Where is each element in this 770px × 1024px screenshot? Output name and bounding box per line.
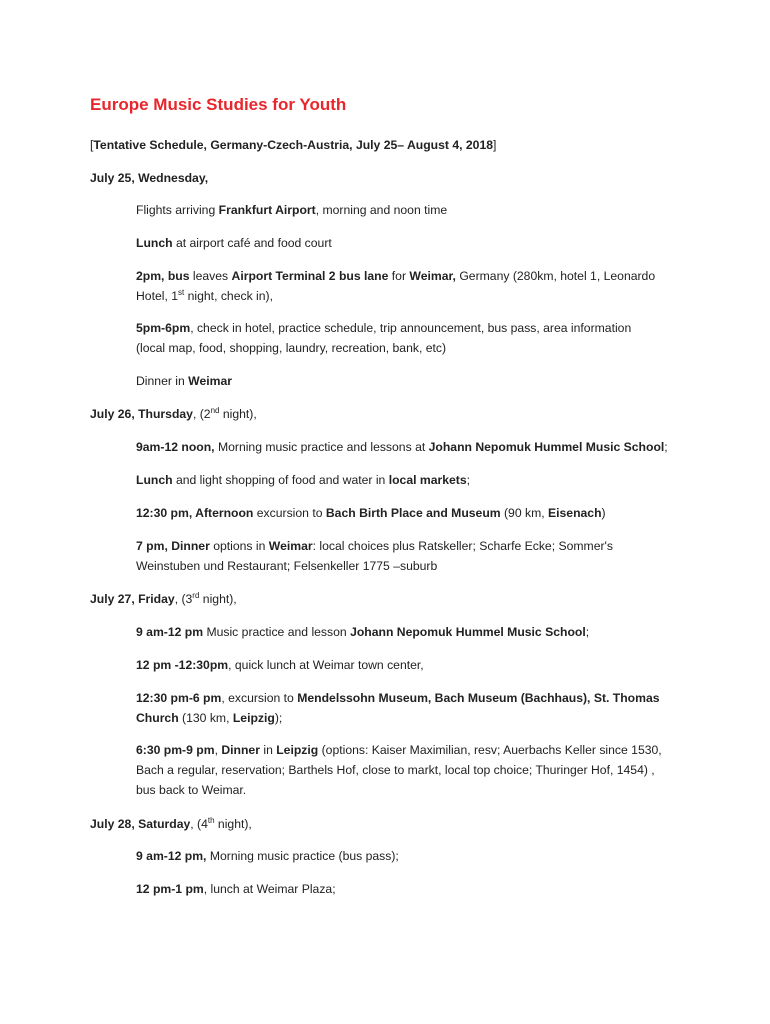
schedule-item: Flights arriving Frankfurt Airport, morning and noon time bbox=[136, 203, 448, 217]
day-heading: July 28, Saturday, (4th night), bbox=[90, 816, 252, 831]
schedule-item: 9 am-12 pm Music practice and lesson Johann Nepomuk Hummel Music School; bbox=[136, 625, 590, 639]
schedule-item: Dinner in Weimar bbox=[136, 374, 232, 388]
schedule-item: 6:30 pm-9 pm, Dinner in Leipzig (options: Kaiser Maximilian, resv; Auerbachs Keller since 1530, bbox=[136, 743, 662, 757]
schedule-item: Lunch at airport café and food court bbox=[136, 236, 332, 250]
schedule-item: 12 pm -12:30pm, quick lunch at Weimar town center, bbox=[136, 658, 424, 672]
schedule-item: 9 am-12 pm, Morning music practice (bus pass); bbox=[136, 849, 399, 863]
day-heading: July 27, Friday, (3rd night), bbox=[90, 591, 237, 606]
schedule-item: 9am-12 noon, Morning music practice and lessons at Johann Nepomuk Hummel Music School; bbox=[136, 440, 668, 454]
schedule-item: 7 pm, Dinner options in Weimar: local choices plus Ratskeller; Scharfe Ecke; Sommer's bbox=[136, 539, 613, 553]
schedule-item-continuation: Bach a regular, reservation; Barthels Hof, close to markt, local top choice; Thuringer Hof, 1454) , bbox=[136, 763, 655, 777]
schedule-item: Lunch and light shopping of food and water in local markets; bbox=[136, 473, 471, 487]
schedule-item-continuation: Church (130 km, Leipzig); bbox=[136, 711, 283, 725]
schedule-item: 12:30 pm, Afternoon excursion to Bach Birth Place and Museum (90 km, Eisenach) bbox=[136, 506, 606, 520]
schedule-item-continuation: Weinstuben und Restaurant; Felsenkeller 1775 –suburb bbox=[136, 559, 438, 573]
schedule-item-continuation: Hotel, 1st night, check in), bbox=[136, 288, 273, 303]
document-title: Europe Music Studies for Youth bbox=[90, 95, 347, 114]
schedule-item-continuation: bus back to Weimar. bbox=[136, 783, 247, 797]
schedule-item: 12:30 pm-6 pm, excursion to Mendelssohn Museum, Bach Museum (Bachhaus), St. Thomas bbox=[136, 691, 660, 705]
day-heading: July 25, Wednesday, bbox=[90, 171, 209, 185]
document-subtitle: [Tentative Schedule, Germany-Czech-Austria, July 25– August 4, 2018] bbox=[90, 138, 497, 152]
day-heading: July 26, Thursday, (2nd night), bbox=[90, 406, 257, 421]
schedule-item: 12 pm-1 pm, lunch at Weimar Plaza; bbox=[136, 882, 336, 896]
schedule-item-continuation: (local map, food, shopping, laundry, recreation, bank, etc) bbox=[136, 341, 447, 355]
schedule-item: 2pm, bus leaves Airport Terminal 2 bus lane for Weimar, Germany (280km, hotel 1, Leonardo bbox=[136, 269, 656, 283]
schedule-item: 5pm-6pm, check in hotel, practice schedule, trip announcement, bus pass, area information bbox=[136, 321, 632, 335]
